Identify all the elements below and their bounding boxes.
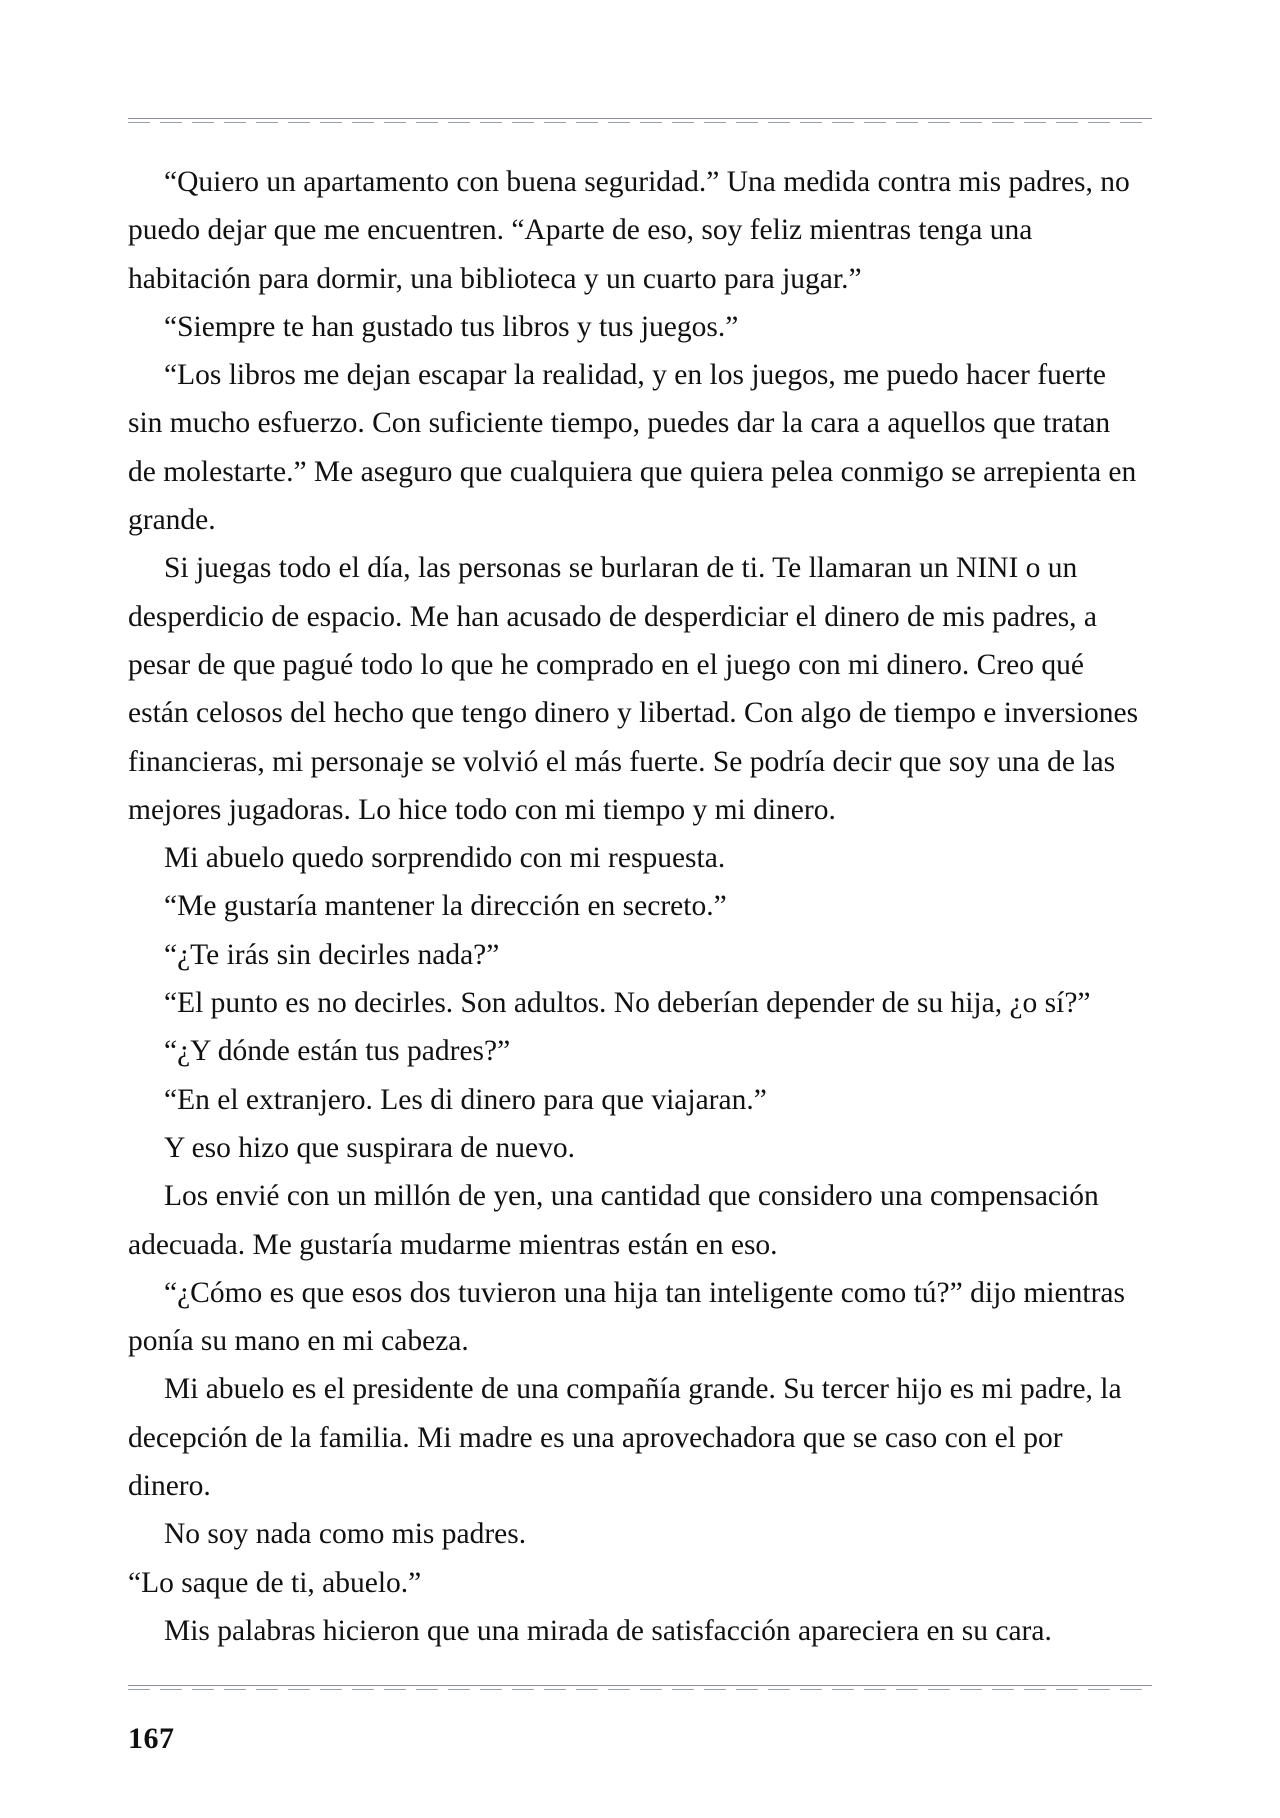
paragraph: Mi abuelo es el presidente de una compañía grande. Su tercer hijo es mi padre, la decepción de la familia. Mi madre es una aprovechadora que se caso con el por dinero. — [128, 1373, 1129, 1503]
paragraph: Mi abuelo quedo sorprendido con mi respuesta. — [164, 842, 726, 875]
paragraph: Y eso hizo que suspirara de nuevo. — [164, 1131, 575, 1164]
paragraph: Los envié con un millón de yen, una cantidad que considero una compensación adecuada. Me gustaría mudarme mientras están en eso. — [128, 1180, 1107, 1261]
paragraph: “Quiero un apartamento con buena seguridad.” Una medida contra mis padres, no puedo dejar que me encuentren. “Aparte de eso, soy feliz mientras tenga una habitación para dormir, una biblioteca y un cuarto para jugar.” — [128, 166, 1138, 295]
header-rule — [128, 118, 1152, 125]
header-rule-dashed-line — [128, 122, 1152, 123]
footer-rule-dashed-line — [128, 1689, 1152, 1690]
paragraph: “Siempre te han gustado tus libros y tus juegos.” — [164, 310, 739, 343]
footer-rule — [128, 1685, 1152, 1692]
paragraph: Mis palabras hicieron que una mirada de satisfacción apareciera en su cara. — [164, 1614, 1052, 1647]
paragraph: No soy nada como mis padres. — [164, 1518, 527, 1551]
paragraph: “¿Cómo es que esos dos tuvieron una hija tan inteligente como tú?” dijo mientras ponía su mano en mi cabeza. — [128, 1276, 1133, 1358]
paragraph: “En el extranjero. Les di dinero para que viajaran.” — [164, 1083, 767, 1116]
paragraph: “¿Te irás sin decirles nada?” — [164, 938, 500, 971]
paragraph: Si juegas todo el día, las personas se burlaran de ti. Te llamaran un NINI o un desperdicio de espacio. Me han acusado de desperdiciar el dinero de mis padres, a pesar de que pagué todo lo que he comprado en el juego con mi dinero. Creo qué están celosos del hecho que tengo dinero y libertad. Con algo de tiempo e inversiones financieras, mi personaje se volvió el más fuerte. Se podría decir que soy una de las mejores jugadoras. Lo hice todo con mi tiempo y mi dinero. — [128, 552, 1146, 826]
paragraph: “Los libros me dejan escapar la realidad, y en los juegos, me puedo hacer fuerte sin mucho esfuerzo. Con suficiente tiempo, puedes dar la cara a aquellos que tratan de molestarte.” Me aseguro que cualquiera que quiera pelea conmigo se arrepienta en grande. — [128, 359, 1144, 537]
body-text — [128, 158, 1146, 1655]
header-rule-solid-line — [128, 118, 1152, 119]
paragraph: “Lo saque de ti, abuelo.” — [128, 1566, 422, 1599]
paragraph: “El punto es no decirles. Son adultos. No deberían depender de su hija, ¿o sí?” — [164, 987, 1091, 1020]
page-number: 167 — [128, 1722, 175, 1755]
paragraph: “Me gustaría mantener la dirección en secreto.” — [164, 890, 727, 923]
paragraph: “¿Y dónde están tus padres?” — [164, 1035, 511, 1068]
footer-rule-solid-line — [128, 1685, 1152, 1686]
